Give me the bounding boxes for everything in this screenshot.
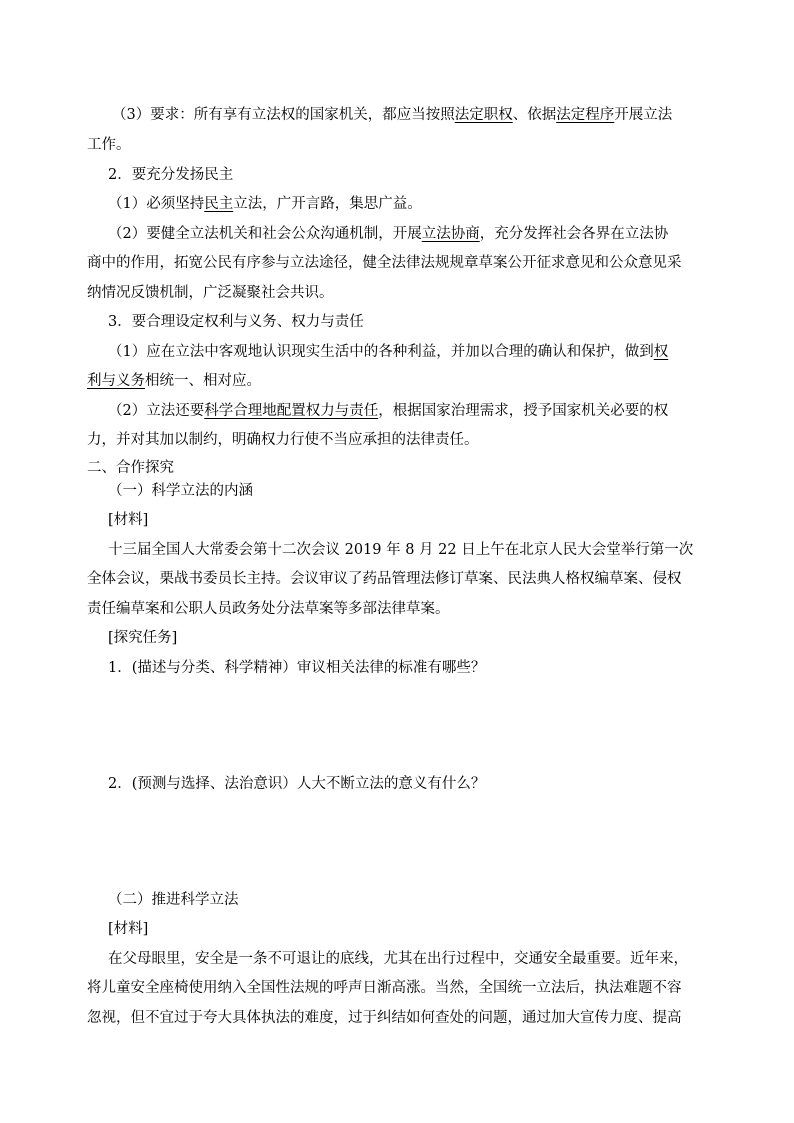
paragraph-requirement: （3）要求：所有享有立法权的国家机关，都应当按照法定职权、依据法定程序开展立法: [112, 107, 673, 123]
material-text: 忽视，但不宜过于夸大具体执法的难度，过于纠结如何查处的问题，通过加大宣传力度、提高: [87, 1010, 682, 1026]
paragraph-text: 力，并对其加以制约，明确权力行使不当应承担的法律责任。: [87, 432, 479, 448]
subsection-heading: （一）科学立法的内涵: [108, 483, 253, 499]
paragraph-text: （2）立法还要科学合理地配置权力与责任，根据国家治理需求，授予国家机关必要的权: [108, 403, 669, 419]
paragraph-text: 纳情况反馈机制，广泛凝聚社会共识。: [87, 285, 334, 301]
material-text: 十三届全国人大常委会第十二次会议 2019 年 8 月 22 日上午在北京人民大会堂举行第一次: [108, 542, 694, 558]
underlined-term: 权: [653, 344, 669, 360]
underlined-term: 法定职权: [454, 107, 513, 123]
material-label: [材料]: [108, 512, 149, 528]
paragraph-text: （1）应在立法中客观地认识现实生活中的各种利益，并加以合理的确认和保护，做到权: [108, 344, 669, 360]
subsection-heading: （二）推进科学立法: [108, 892, 239, 908]
paragraph-text: （2）要健全立法机关和社会公众沟通机制，开展立法协商，充分发挥社会各界在立法协: [108, 226, 669, 242]
section-heading: 3．要合理设定权利与义务、权力与责任: [108, 314, 364, 330]
section-heading: 2．要充分发扬民主: [108, 167, 234, 183]
task-label: [探究任务]: [108, 630, 178, 646]
underlined-term: 科学合理地配置权力与责任: [204, 403, 379, 419]
section-heading: 二、合作探究: [87, 460, 174, 476]
paragraph-text: 利与义务相统一、相对应。: [87, 373, 261, 389]
material-text: 将儿童安全座椅使用纳入全国性法规的呼声日渐高涨。当然，全国统一立法后，执法难题不容: [87, 980, 682, 996]
question-2: 2．(预测与选择、法治意识）人大不断立法的意义有什么？: [108, 776, 486, 792]
material-label: [材料]: [108, 921, 149, 937]
material-text: 在父母眼里，安全是一条不可退让的底线，尤其在出行过程中，交通安全最重要。近年来，: [108, 951, 688, 967]
underlined-term: 立法协商: [421, 226, 480, 242]
underlined-term: 民主: [204, 196, 234, 212]
question-1: 1．(描述与分类、科学精神）审议相关法律的标准有哪些？: [108, 660, 486, 676]
paragraph-text: （1）必须坚持民主立法，广开言路，集思广益。: [108, 196, 422, 212]
material-text: 责任编草案和公职人员政务处分法草案等多部法律草案。: [87, 601, 450, 617]
material-text: 全体会议，栗战书委员长主持。会议审议了药品管理法修订草案、民法典人格权编草案、侵权: [87, 571, 682, 587]
paragraph-text: 工作。: [87, 137, 131, 153]
underlined-term: 法定程序: [556, 107, 615, 123]
paragraph-text: 商中的作用，拓宽公民有序参与立法途径，健全法律法规规章草案公开征求意见和公众意见采: [87, 255, 682, 271]
underlined-term: 利与义务: [87, 373, 145, 389]
